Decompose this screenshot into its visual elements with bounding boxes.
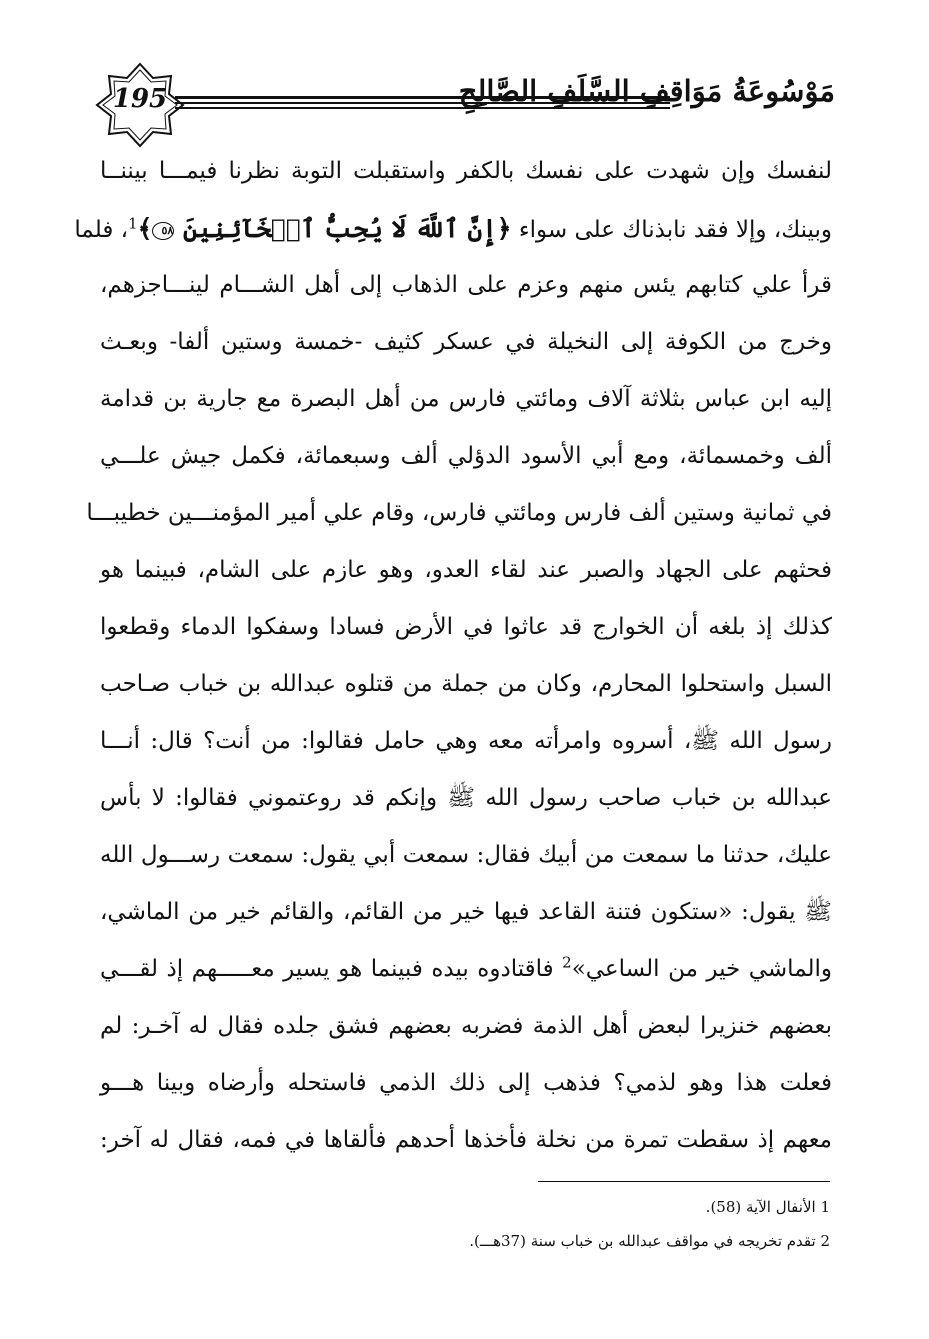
footnote-separator [538,1181,830,1182]
text-line: فحثهم على الجهاد والصبر عند لقاء العدو، وهو عازم على الشام، فبينما هو [100,557,832,583]
quran-bracket-close: ﴾ [137,214,153,243]
page-number-badge [95,60,185,150]
footnote-text: الأنفال الآية (58). [705,1198,821,1216]
body-text [74,143,832,1169]
text-line: بعضهم خنزيرا لبعض أهل الذمة فضربه بعضهم فشق جلده فقال له آخـر: لم [100,1013,832,1039]
text-fragment: والماشي خير من الساعي» [571,956,832,982]
text-line: ﷺ يقول: «ستكون فتنة القاعد فيها خير من القائم، والقائم خير من الماشي، [100,899,832,925]
text-line-with-quran-verse [74,200,832,257]
footnote [430,1190,830,1224]
footnote-number: 2 [820,1232,830,1250]
text-fragment: ، فلما [74,217,129,243]
text-line: ألف وخمسمائة، ومع أبي الأسود الدؤلي ألف وسبعمائة، فكمل جيش علـــي [100,443,832,469]
text-line: معهم إذ سقطت تمرة من نخلة فأخذها أحدهم فألقاها في فمه، فقال له آخر: [100,1127,832,1153]
footnotes [430,1190,830,1258]
text-line: عبدالله بن خباب صاحب رسول الله ﷺ وإنكم قد روعتموني فقالوا: لا بأس [100,785,832,811]
quran-verse [138,214,512,243]
footnote-ref[interactable]: 2 [562,953,572,972]
page-header [95,60,835,150]
text-fragment: فاقتادوه بيده فبينما هو يسير معـــــهم إذ لقـــي [100,956,563,982]
text-line: في ثمانية وستين ألف فارس ومائتي فارس، وقام علي أمير المؤمنـــين خطيبـــا [86,500,832,526]
page-number: 195 [112,84,168,114]
text-line: فعلت هذا وهو لذمي؟ فذهب إلى ذلك الذمي فاستحله وأرضاه وبينا هـــو [100,1070,832,1096]
footnote-text: تقدم تخريجه في مواقف عبدالله بن خباب سنة (37هـــ). [469,1232,821,1250]
text-line: كذلك إذ بلغه أن الخوارج قد عاثوا في الأرض فسادا وسفكوا الدماء وقطعوا [100,614,832,640]
footnote [430,1224,830,1258]
quran-verse-text: ﴿إِنَّ ٱللَّهَ لَا يُحِبُّ ٱلۡخَآئِنِينَ [183,214,512,243]
text-line: إليه ابن عباس بثلاثة آلاف ومائتي فارس من أهل البصرة مع جارية بن قدامة [100,386,832,412]
text-fragment: وبينك، وإلا فقد نابذناك على سواء [518,217,832,243]
text-line: رسول الله ﷺ، أسروه وامرأته معه وهي حامل فقالوا: من أنت؟ قال: أنـــا [100,728,832,754]
text-line-with-footnote [100,941,832,998]
text-line: عليك، حدثنا ما سمعت من أبيك فقال: سمعت أبي يقول: سمعت رســـول الله [100,842,832,868]
text-line: السبل واستحلوا المحارم، وكان من جملة من قتلوه عبدالله بن خباب صـاحب [100,671,832,697]
text-line: وخرج من الكوفة إلى النخيلة في عسكر كثيف -خمسة وستين ألفا- وبعـث [100,329,832,355]
book-title: مَوْسُوعَةُ مَوَاقِفِ السَّلَفِ الصَّالِحِ [458,74,835,108]
text-line: قرأ علي كتابهم يئس منهم وعزم على الذهاب إلى أهل الشـــام لينـــاجزهم، [100,272,832,298]
ayah-number-mark: ٥٨ [152,222,174,240]
footnote-ref[interactable]: 1 [128,214,138,233]
text-line: لنفسك وإن شهدت على نفسك بالكفر واستقبلت التوبة نظرنا فيمـــا بيننــا [100,158,832,184]
footnote-number: 1 [820,1198,830,1216]
